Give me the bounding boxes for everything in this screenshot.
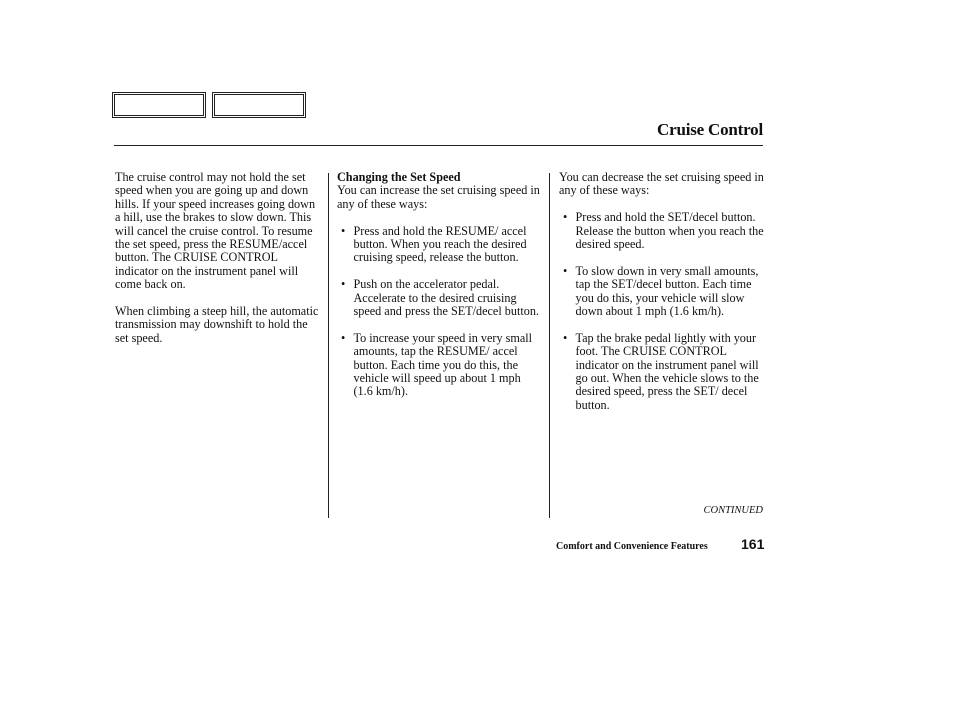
column-divider bbox=[549, 173, 550, 518]
list-item bbox=[563, 265, 764, 319]
column-1 bbox=[115, 171, 323, 359]
list-item-text: Tap the brake pedal lightly with your foot. The CRUISE CONTROL indicator on the instrument panel will go out. When the vehicle slows to the desired speed, press the SET/ decel button. bbox=[575, 330, 759, 412]
list-item-text: Push on the accelerator pedal. Accelerate to the desired cruising speed and press the SET/decel button. bbox=[353, 277, 539, 319]
list-item bbox=[563, 211, 764, 251]
paragraph: The cruise control may not hold the set speed when you are going up and down hills. If your speed increases going down a hill, use the brakes to slow down. This will cancel the cruise control. To resume the set speed, press the RESUME/accel button. The CRUISE CONTROL indicator on the instrument panel will come back on. bbox=[115, 170, 316, 292]
list-item-text: Press and hold the RESUME/ accel button. When you reach the desired cruising speed, release the button. bbox=[353, 223, 527, 265]
bullet-icon: • bbox=[341, 223, 346, 238]
list-item-text: To slow down in very small amounts, tap the SET/decel button. Each time you do this, your vehicle will slow down about 1 mph (1.6 km/h). bbox=[575, 263, 759, 319]
list-item bbox=[341, 278, 543, 318]
paragraph: You can increase the set cruising speed in any of these ways: bbox=[337, 183, 540, 211]
list-item bbox=[341, 225, 543, 265]
bullet-icon: • bbox=[563, 263, 568, 278]
column-2 bbox=[337, 171, 543, 412]
bullet-icon: • bbox=[341, 277, 346, 292]
column-3 bbox=[559, 171, 764, 426]
column-divider bbox=[328, 173, 329, 518]
bullet-icon: • bbox=[563, 210, 568, 225]
title-rule bbox=[114, 145, 763, 146]
list-item bbox=[341, 332, 543, 399]
list-item bbox=[563, 332, 764, 412]
page-title: Cruise Control bbox=[657, 120, 763, 139]
bullet-icon: • bbox=[563, 330, 568, 345]
list-item-text: Press and hold the SET/decel button. Release the button when you reach the desired speed. bbox=[575, 210, 764, 252]
section-heading: Changing the Set Speed bbox=[337, 170, 461, 184]
continued-label: CONTINUED bbox=[703, 505, 763, 516]
nav-tab-previous[interactable] bbox=[112, 92, 206, 118]
paragraph: When climbing a steep hill, the automatic transmission may downshift to hold the set speed. bbox=[115, 304, 319, 345]
footer-section-title: Comfort and Convenience Features bbox=[556, 541, 708, 552]
list-item-text: To increase your speed in very small amounts, tap the RESUME/ accel button. Each time you do this, the vehicle will speed up about 1 mph (1.6 km/h). bbox=[353, 330, 533, 399]
page-number: 161 bbox=[741, 536, 765, 552]
paragraph: You can decrease the set cruising speed in any of these ways: bbox=[559, 170, 764, 198]
nav-tab-next[interactable] bbox=[212, 92, 306, 118]
bullet-icon: • bbox=[341, 330, 346, 345]
